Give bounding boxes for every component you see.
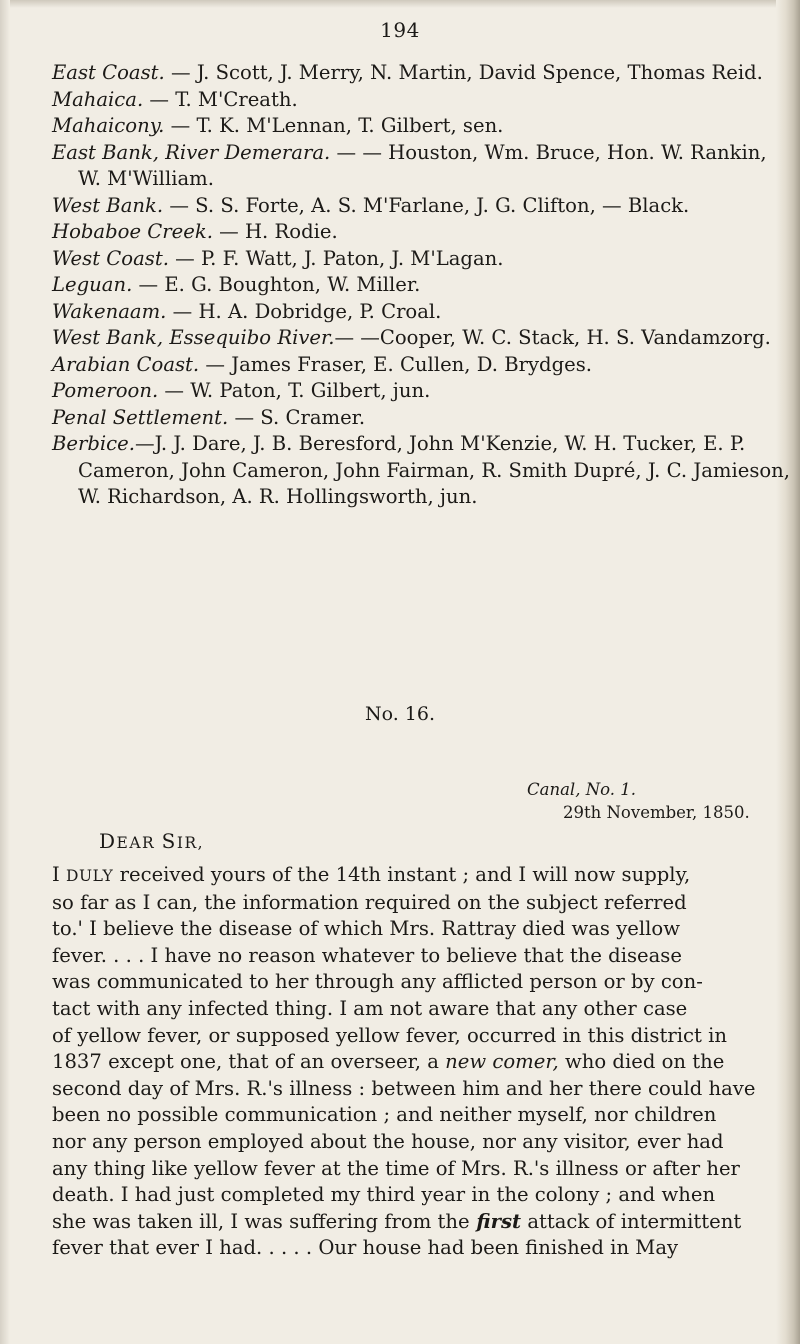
letter-line-13: death. I had just completed my third year in the colony ; and when (52, 1183, 716, 1207)
smallcaps-word: DULY (65, 867, 114, 885)
district-list (52, 60, 794, 511)
district-name: East Bank, River Demerara. (52, 140, 331, 164)
district-name: Pomeroon. (52, 379, 159, 402)
district-name: Penal Settlement. (52, 405, 229, 429)
district-entry (52, 272, 794, 299)
district-name: West Bank. (52, 193, 164, 217)
page-left-edge (0, 0, 10, 1344)
letter-line-1 (52, 862, 794, 890)
district-name: Wakenaam. (52, 299, 167, 323)
line-8-text-a: 1837 except one, that of an overseer, a (52, 1050, 446, 1074)
practitioner-names: — James Fraser, E. Cullen, D. Brydges. (199, 352, 593, 376)
practitioner-names: — W. Paton, T. Gilbert, jun. (158, 379, 431, 402)
practitioner-names: — S. Cramer. (228, 405, 366, 429)
district-entry (52, 87, 794, 114)
practitioner-names: — —Cooper, W. C. Stack, H. S. Vandamzorg. (334, 326, 771, 349)
salutation-initial-2: S (161, 829, 177, 853)
drop-initial: I (52, 863, 66, 886)
line-8-emphasis: new comer, (445, 1050, 559, 1074)
practitioner-names: — T. K. M'Lennan, T. Gilbert, sen. (164, 114, 504, 137)
district-entry (52, 60, 794, 87)
line-14-text-a: she was taken ill, I was suffering from (52, 1209, 438, 1233)
letter-line-8 (52, 1049, 794, 1076)
letter-body (52, 862, 794, 1262)
practitioner-names: — P. F. Watt, J. Paton, J. M'Lagan. (168, 246, 504, 270)
letter-line-7: of yellow fever, or supposed yellow fever, occurred in this district in (52, 1023, 727, 1047)
salutation (99, 829, 204, 853)
letter-line-2: so far as I can, the information required on the subject referred (52, 890, 687, 914)
letter-line-5: was communicated to her through any afflicted person or by con- (52, 970, 703, 994)
district-entry (52, 405, 794, 432)
practitioner-names: — S. S. Forte, A. S. M'Farlane, J. G. Clifton, — Black. (163, 193, 690, 217)
practitioner-names: — H. A. Dobridge, P. Croal. (166, 299, 442, 323)
letter-line-3: to.' I believe the disease of which Mrs. Rattray died was yellow (52, 917, 680, 941)
district-entry (52, 193, 794, 220)
district-name: Mahaica. (52, 87, 144, 111)
district-entry (52, 219, 794, 246)
district-entry (52, 246, 794, 273)
dateline-place: Canal, No. 1. (527, 780, 637, 799)
line-1-text: received yours of the 14th instant ; and I will now supply, (113, 863, 691, 886)
line-14-emphasis: first (469, 1209, 522, 1233)
practitioner-names: — H. Rodie. (212, 220, 338, 243)
letter-line-4: fever. . . . I have no reason whatever to believe that the disease (52, 943, 682, 967)
district-name: East Coast. (52, 61, 165, 84)
letter-line-14 (52, 1209, 794, 1236)
letter-line-9: second day of Mrs. R.'s illness : between him and her there could have (52, 1076, 756, 1100)
practitioner-names: — T. M'Creath. (143, 87, 298, 111)
district-name: Leguan. (52, 273, 133, 296)
district-entry (52, 431, 794, 511)
line-14-text-b: attack of intermittent (521, 1209, 742, 1233)
district-name: Berbice. (52, 432, 135, 455)
salutation-rest-2: IR, (176, 834, 205, 852)
letter-line-10: been no possible communication ; and neither myself, nor children (52, 1103, 717, 1127)
practitioner-names: — E. G. Boughton, W. Miller. (132, 273, 421, 296)
practitioner-names: — — Houston, Wm. Bruce, Hon. W. Rankin, W. M'William. (78, 140, 767, 190)
dateline-date: 29th November, 1850. (563, 803, 750, 822)
district-entry (52, 325, 794, 352)
letter-heading: No. 16. (364, 703, 436, 725)
page-number: 194 (380, 18, 420, 42)
letter-line-12: any thing like yellow fever at the time of Mrs. R.'s illness or after her (52, 1156, 740, 1180)
letter-line-15: fever that ever I had. . . . . Our house had been finished in May (52, 1236, 679, 1260)
district-name: West Bank, Essequibo River. (52, 326, 335, 349)
district-entry (52, 113, 794, 140)
district-entry (52, 352, 794, 379)
salutation-initial: D (99, 829, 117, 853)
practitioner-names: —J. J. Dare, J. B. Beresford, John M'Kenzie, W. H. Tucker, E. P. Cameron, John Cameron, John Fairman, R. Smith Dupré, J. C. Jamieson, W. Richardson, A. R. Hollingsworth, jun. (78, 432, 791, 508)
district-entry (52, 378, 794, 405)
district-name: Arabian Coast. (52, 352, 200, 376)
letter-line-6: tact with any infected thing. I am not aware that any other case (52, 996, 688, 1020)
district-name: West Coast. (52, 246, 169, 270)
district-name: Hobaboe Creek. (52, 220, 213, 243)
letter-line-11: nor any person employed about the house, nor any visitor, ever had (52, 1129, 724, 1153)
district-entry (52, 299, 794, 326)
line-8-text-b: who died on the (558, 1050, 725, 1074)
salutation-rest-1: EAR (116, 834, 162, 852)
district-name: Mahaicony. (52, 114, 165, 137)
district-entry (52, 140, 794, 193)
practitioner-names: — J. Scott, J. Merry, N. Martin, David Spence, Thomas Reid. (164, 61, 763, 84)
line-14-the: the (437, 1209, 470, 1233)
page-top-shadow (0, 0, 800, 8)
